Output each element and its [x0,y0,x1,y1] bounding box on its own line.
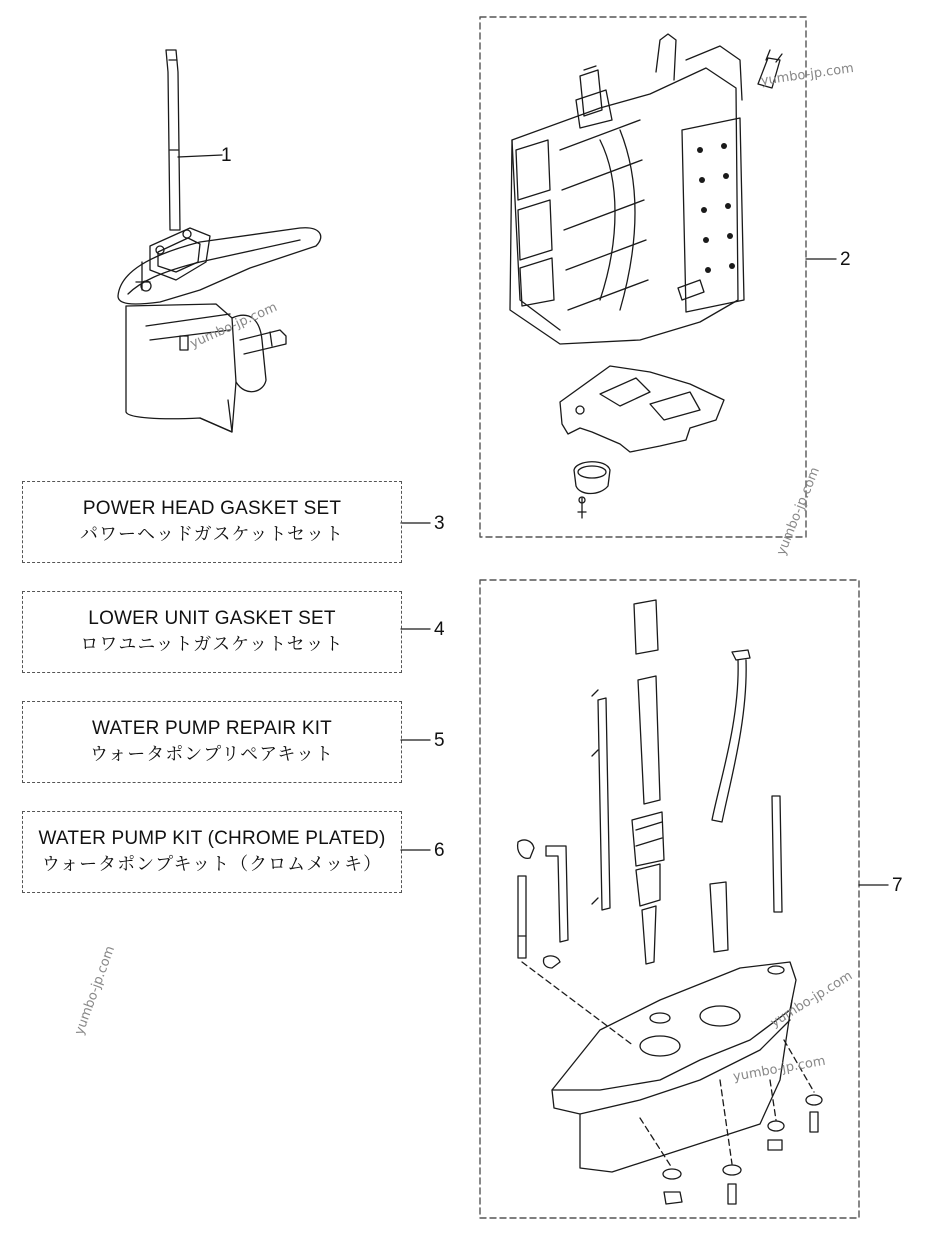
callout-1: 1 [221,145,232,166]
callout-2: 2 [840,249,851,270]
kit-label-jp: ウォータポンプリペアキット [89,744,335,765]
watermark: yumbo-jp.com [774,465,823,558]
kit-label-en: WATER PUMP REPAIR KIT [92,718,332,739]
callout-4: 4 [434,619,445,640]
callout-7: 7 [892,875,903,896]
watermark: yumbo-jp.com [768,968,856,1031]
kit-box-water-pump-repair [22,701,402,783]
kit-box-power-head-gasket [22,481,402,563]
watermark: yumbo-jp.com [760,60,855,89]
kit-label-en: POWER HEAD GASKET SET [82,498,342,519]
kit-label-jp: ウォータポンプキット（クロムメッキ） [41,854,383,875]
kit-box-water-pump-chrome [22,811,402,893]
kit-box-lower-unit-gasket [22,591,402,673]
kit-label-en: LOWER UNIT GASKET SET [88,608,336,629]
callout-3: 3 [434,513,445,534]
kit-label-en: WATER PUMP KIT (CHROME PLATED) [38,828,386,849]
upper-case-kit-drawing [480,580,888,1218]
watermark: yumbo-jp.com [72,944,119,1038]
kit-label-jp: パワーヘッドガスケットセット [79,524,345,545]
lower-unit-drawing [118,50,321,432]
callout-5: 5 [434,730,445,751]
watermark: yumbo-jp.com [188,299,280,352]
kit-label-jp: ロワユニットガスケットセット [80,634,344,655]
power-head-drawing [480,17,836,537]
callout-6: 6 [434,840,445,861]
watermark: yumbo-jp.com [732,1053,827,1085]
